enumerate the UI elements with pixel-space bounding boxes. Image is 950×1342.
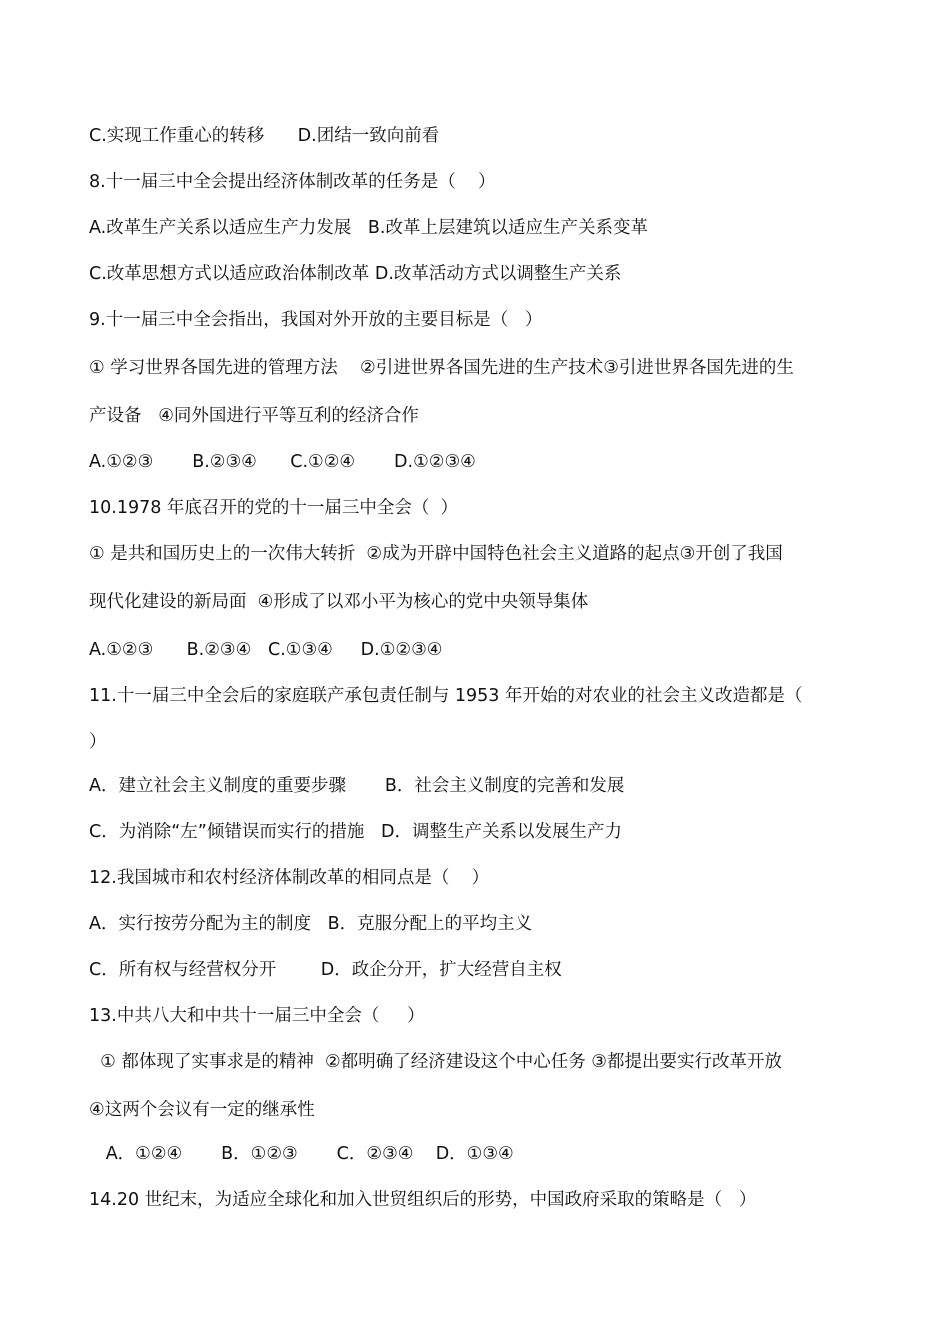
q8-stem: 8.十一届三中全会提出经济体制改革的任务是（ ） [89,172,496,192]
q7-options-cd: C.实现工作重心的转移 D.团结一致向前看 [89,126,440,146]
q13-items-line1: ① 都体现了实事求是的精神 ②都明确了经济建设这个中心任务 ③都提出要实行改革开放 [89,1052,782,1072]
q10-items-line2: 现代化建设的新局面 ④形成了以邓小平为核心的党中央领导集体 [89,592,589,612]
q9-items-line2: 产设备 ④同外国进行平等互利的经济合作 [89,406,419,426]
q11-options-ab: A．建立社会主义制度的重要步骤 B．社会主义制度的完善和发展 [89,776,625,796]
q8-options-ab: A.改革生产关系以适应生产力发展 B.改革上层建筑以适应生产关系变革 [89,218,648,238]
q8-options-cd: C.改革思想方式以适应政治体制改革 D.改革活动方式以调整生产关系 [89,264,622,284]
q10-options: A.①②③ B.②③④ C.①③④ D.①②③④ [89,640,443,660]
q9-items-line1: ① 学习世界各国先进的管理方法 ②引进世界各国先进的生产技术③引进世界各国先进的生 [89,358,794,378]
q13-options: A．①②④ B．①②③ C．②③④ D．①③④ [89,1144,514,1164]
q10-stem: 10.1978 年底召开的党的十一届三中全会（ ） [89,498,459,518]
q13-stem: 13.中共八大和中共十一届三中全会（ ） [89,1006,425,1026]
q11-options-cd: C．为消除“左”倾错误而实行的措施 D．调整生产关系以发展生产力 [89,822,623,842]
q11-stem-line2: ） [89,732,107,752]
q13-items-line2: ④这两个会议有一定的继承性 [89,1100,315,1120]
q14-stem: 14.20 世纪末，为适应全球化和加入世贸组织后的形势，中国政府采取的策略是（ ） [89,1190,757,1210]
q9-options: A.①②③ B.②③④ C.①②④ D.①②③④ [89,452,476,472]
q12-options-ab: A．实行按劳分配为主的制度 B．克服分配上的平均主义 [89,914,533,934]
q11-stem-line1: 11.十一届三中全会后的家庭联产承包责任制与 1953 年开始的对农业的社会主义改造都是（ [89,686,803,706]
q12-stem: 12.我国城市和农村经济体制改革的相同点是（ ） [89,868,490,888]
q9-stem: 9.十一届三中全会指出，我国对外开放的主要目标是（ ） [89,310,543,330]
q10-items-line1: ① 是共和国历史上的一次伟大转折 ②成为开辟中国特色社会主义道路的起点③开创了我国 [89,544,783,564]
q12-options-cd: C．所有权与经营权分开 D．政企分开，扩大经营自主权 [89,960,562,980]
